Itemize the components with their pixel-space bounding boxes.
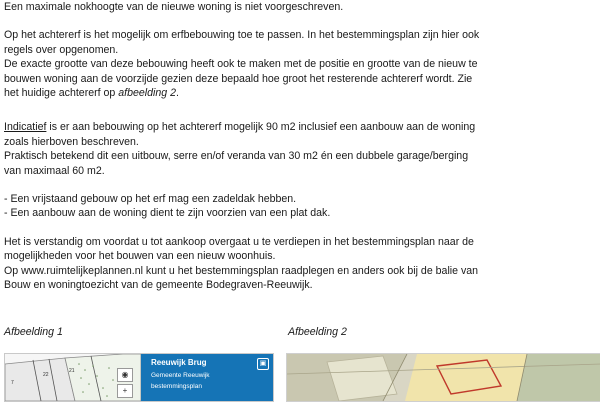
underlined-term: Indicatief xyxy=(4,121,47,134)
aerial-photo xyxy=(287,354,600,401)
text-line: mogelijkheden voor het bouwen van een nieuw woonhuis. xyxy=(4,250,276,263)
panel-municipality: Gemeente Reeuwijk xyxy=(151,372,210,379)
text-line: van maximaal 60 m2. xyxy=(4,164,105,177)
text-line: De exacte grootte van deze bebouwing heeft ook te maken met de positie en grootte van de nieuw te xyxy=(4,58,478,71)
locate-icon[interactable]: ◉ xyxy=(117,368,133,382)
svg-text:7: 7 xyxy=(11,380,14,386)
text-line: Op het achtererf is het mogelijk om erfbebouwing toe te passen. In het bestemmingsplan zijn hier ook xyxy=(4,29,480,42)
info-icon[interactable]: ▣ xyxy=(257,358,269,370)
text-line: regels over opgenomen. xyxy=(4,43,119,56)
text-line: Een maximale nokhoogte van de nieuwe woning is niet voorgeschreven. xyxy=(4,1,344,13)
bullet-item: - Een vrijstaand gebouw op het erf mag een zadeldak hebben. xyxy=(4,193,297,206)
text-line xyxy=(4,86,596,100)
bullet-item: - Een aanbouw aan de woning dient te zijn voorzien van een plat dak. xyxy=(4,207,331,220)
text-line: Praktisch betekend dit een uitbouw, serre en/of veranda van 30 m2 én een dubbele garage/berging xyxy=(4,150,469,163)
panel-title: Reeuwijk Brug xyxy=(151,358,207,367)
svg-text:21: 21 xyxy=(69,368,75,374)
figure-reference: afbeelding 2 xyxy=(118,87,176,100)
info-panel xyxy=(141,354,273,401)
panel-plan-type: bestemmingsplan xyxy=(151,383,202,390)
text-line xyxy=(4,120,596,134)
svg-text:22: 22 xyxy=(43,372,49,378)
text-line: zoals hierboven beschreven. xyxy=(4,135,139,148)
document-body xyxy=(4,0,596,293)
text-line: Op www.ruimtelijkeplannen.nl kunt u het bestemmingsplan raadplegen en anders ook bij de balie van xyxy=(4,264,479,277)
figure-2-aerial xyxy=(286,353,600,402)
text-span: het huidige achtererf op xyxy=(4,87,119,100)
text-line: Het is verstandig om voordat u tot aankoop overgaat u te verdiepen in het bestemmingsplan naar de xyxy=(4,235,474,248)
zoom-in-icon[interactable]: + xyxy=(117,384,133,398)
text-line: Bouw en woningtoezicht van de gemeente Bodegraven-Reeuwijk. xyxy=(4,279,313,292)
figure-1-caption: Afbeelding 1 xyxy=(4,326,63,338)
text-span: . xyxy=(176,87,179,100)
text-span: is er aan bebouwing op het achtererf mogelijk 90 m2 inclusief een aanbouw aan de woning xyxy=(46,121,476,134)
figure-2-caption: Afbeelding 2 xyxy=(288,326,347,338)
text-line: bouwen woning aan de voorzijde gezien deze bepaald hoe groot het resterende achtererf wordt. Zie xyxy=(4,72,473,85)
figure-1-map xyxy=(4,353,274,402)
